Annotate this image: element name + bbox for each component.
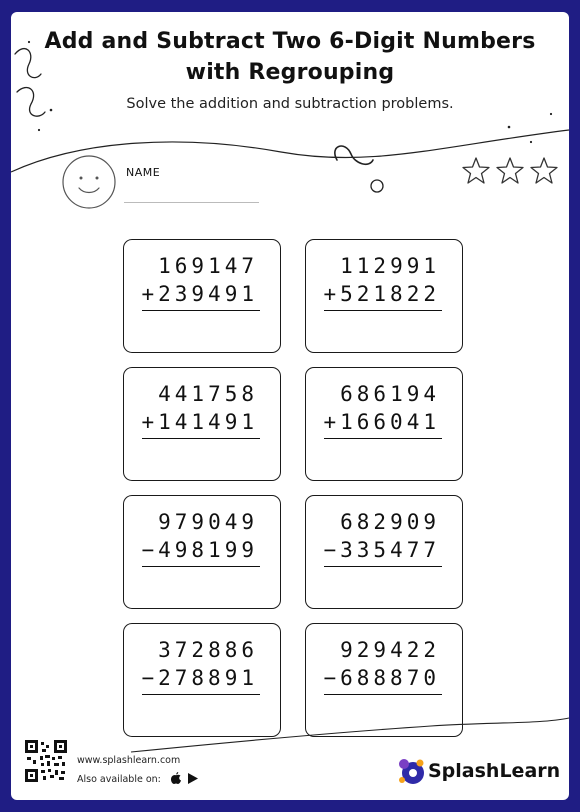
answer-line [142, 438, 260, 439]
problem-box-6 [305, 495, 463, 609]
answer-line [324, 310, 442, 311]
worksheet-title [11, 26, 569, 88]
website-link[interactable]: www.splashlearn.com [77, 755, 181, 766]
available-on-text: Also available on: [77, 774, 161, 785]
name-input-line[interactable] [124, 202, 259, 203]
brand-name: SplashLearn [428, 760, 561, 782]
answer-line [324, 566, 442, 567]
answer-line [324, 438, 442, 439]
answer-line [142, 694, 260, 695]
qr-code-icon [25, 740, 67, 782]
problem-box-4 [305, 367, 463, 481]
apple-icon[interactable] [171, 772, 181, 784]
problem-top-number: 929422 [340, 638, 440, 662]
problem-bottom-number: +521822 [323, 282, 440, 306]
problem-bottom-number: −335477 [323, 538, 440, 562]
problem-bottom-number: −498199 [141, 538, 258, 562]
problem-bottom-number: −688870 [323, 666, 440, 690]
title-line-1: Add and Subtract Two 6-Digit Numbers [44, 29, 536, 54]
problem-bottom-number: +166041 [323, 410, 440, 434]
smiley-face-icon [61, 154, 117, 210]
splashlearn-logo-icon [396, 757, 426, 787]
google-play-icon[interactable] [188, 773, 198, 784]
instructions-text: Solve the addition and subtraction problems. [126, 96, 454, 112]
title-line-2: with Regrouping [185, 60, 395, 85]
problem-box-1 [123, 239, 281, 353]
problem-top-number: 112991 [340, 254, 440, 278]
name-label: NAME [126, 166, 161, 179]
store-icons [169, 771, 201, 785]
worksheet-page [11, 12, 569, 800]
problem-top-number: 682909 [340, 510, 440, 534]
problem-bottom-number: −278891 [141, 666, 258, 690]
answer-line [142, 310, 260, 311]
problem-box-3 [123, 367, 281, 481]
problem-top-number: 979049 [158, 510, 258, 534]
problem-bottom-number: +141491 [141, 410, 258, 434]
problem-top-number: 372886 [158, 638, 258, 662]
answer-line [324, 694, 442, 695]
problem-top-number: 686194 [340, 382, 440, 406]
problem-top-number: 169147 [158, 254, 258, 278]
rating-stars-icon [461, 156, 569, 188]
problem-box-2 [305, 239, 463, 353]
answer-line [142, 566, 260, 567]
problem-top-number: 441758 [158, 382, 258, 406]
problem-bottom-number: +239491 [141, 282, 258, 306]
problem-box-5 [123, 495, 281, 609]
